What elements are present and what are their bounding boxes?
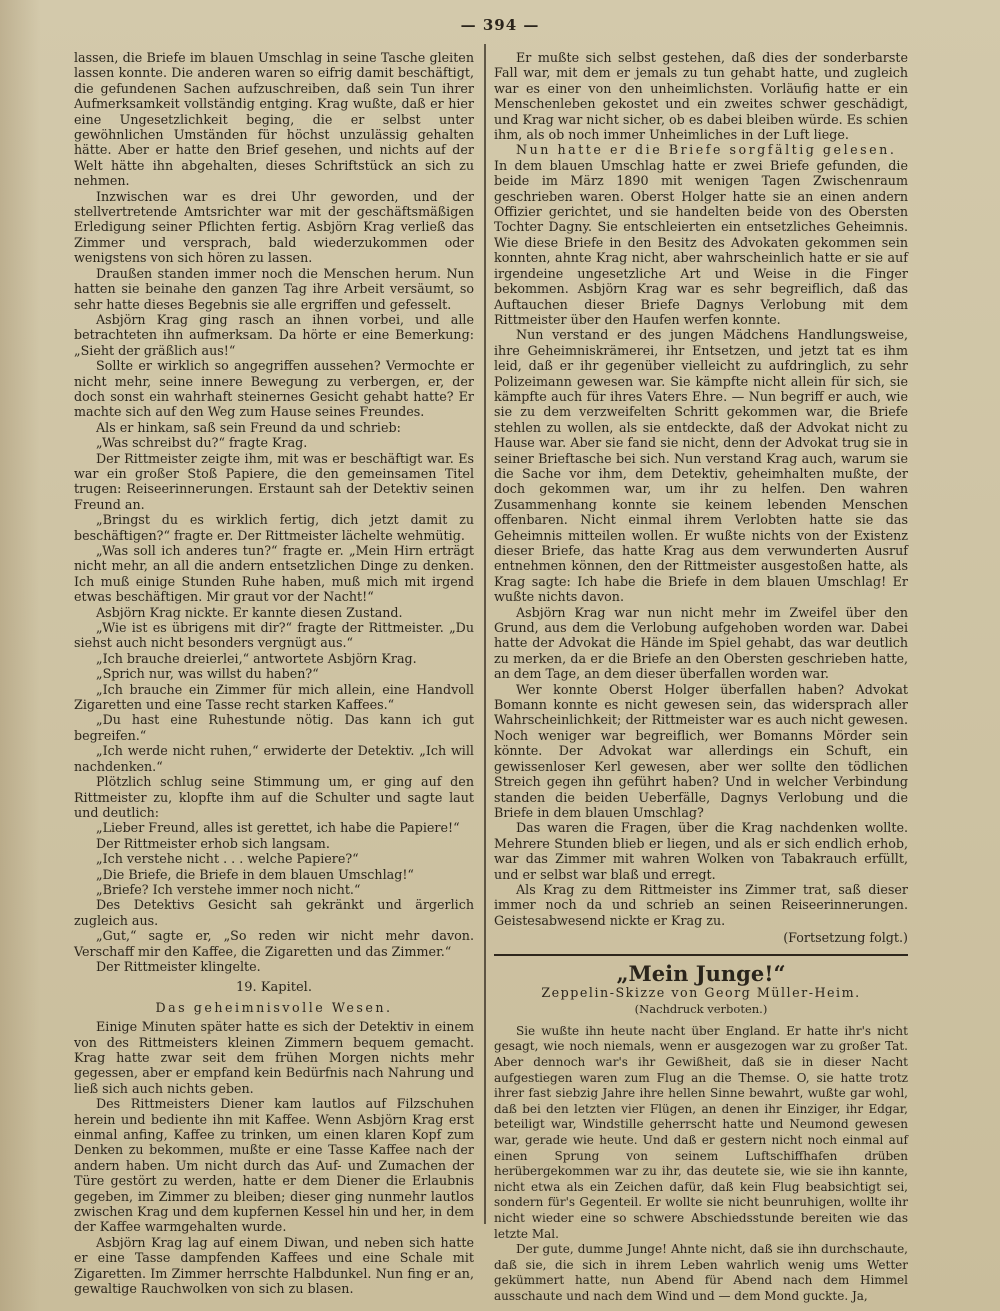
- paragraph: „Bringst du es wirklich fertig, dich jetzt damit zu beschäftigen?“ fragte er. Der Rittmeister lächelte wehmütig.: [74, 512, 474, 543]
- paragraph: Als er hinkam, saß sein Freund da und schrieb:: [96, 419, 401, 435]
- paragraph: Sollte er wirklich so angegriffen aussehen? Vermochte er nicht mehr, seine innere Bewegung zu verbergen, er, der doch sonst ein wahrhaft steinernes Gesicht gehabt hatte? Er machte sich auf den Weg zum Hause seines Freundes.: [74, 358, 474, 420]
- paragraph: Sie wußte ihn heute nacht über England. Er hatte ihr's nicht gesagt, wie noch niemals, wenn er ausgezogen war zu großer Tat. Aber dennoch war's ihr Gewißheit, daß sie in dieser Nacht aufgestiegen waren zum Flug an die Themse. O, sie hatte trotz ihrer fast siebzig Jahre ihre hellen Sinne bewahrt, wußte gar wohl, daß bei den letzten vier Flügen, an denen ihr Einziger, ihr Edgar, beteiligt war, Windstille geherrscht hatte und Neumond gewesen war, gerade wie heute. Und daß er gestern nicht noch einmal auf einen Sprung von seinem Luftschiffhafen drüben herübergekommen war zu ihr, das deutete sie, wie sie ihn kannte, nicht etwa als ein Zeichen dafür, daß kein Flug beabsichtigt sei, sondern für's Gegenteil. Er wollte sie nicht beunruhigen, wollte ihr nicht wieder eine so schwere Abschiedsstunde bereiten wie das letzte Mal.: [494, 1023, 908, 1241]
- paragraph: Asbjörn Krag nickte. Er kannte diesen Zustand.: [96, 604, 403, 620]
- paragraph: „Ich brauche ein Zimmer für mich allein, eine Handvoll Zigaretten und eine Tasse recht starken Kaffees.“: [74, 681, 474, 713]
- chapter-number: 19. Kapitel.: [236, 980, 312, 996]
- paragraph: „Was soll ich anderes tun?“ fragte er. „Mein Hirn erträgt nicht mehr, an all die andern entsetzlichen Dinge zu denken. Ich muß einige Stunden Ruhe haben, muß mich mit irgend etwas beschäftigen. Mir graut vor der Nacht!“: [74, 543, 474, 605]
- paragraph: Inzwischen war es drei Uhr geworden, und der stellvertretende Amtsrichter war mit der geschäftsmäßigen Erledigung seiner Pflichten fertig. Asbjörn Krag verließ das Zimmer und versprach, bald wiederzukommen oder wenigstens von sich hören zu lassen.: [74, 188, 474, 266]
- right-column: [494, 50, 908, 1303]
- paragraph: Nun verstand er des jungen Mädchens Handlungsweise, ihre Geheimniskrämerei, ihr Entsetzen, und jetzt tat es ihm leid, daß er ihr gegenüber vielleicht zu aufdringlich, zu sehr Polizeimann gewesen war. Sie kämpfte nicht allein für sich, sie kämpfte auch für ihres Vaters Ehre. — Nun begriff er auch, wie sie zu dem verzweifelten Schritt gekommen war, die Briefe stehlen zu wollen, als sie entdeckte, daß der Advokat nicht zu Hause war. Aber sie fand sie nicht, denn der Advokat trug sie in seiner Brieftasche bei sich. Nun verstand Krag auch, warum sie die Sache vor ihm, dem Detektiv, geheimhalten mußte, der doch gekommen war, um ihr zu helfen. Den wahren Zusammenhang konnte sie keinem lebenden Menschen offenbaren. Nicht einmal ihrem Verlobten hatte sie das Geheimnis mitteilen wollen. Er wußte nichts von der Existenz dieser Briefe, das hatte Krag aus dem verwunderten Ausruf entnehmen können, den der Rittmeister ausgestoßen hatte, als Krag sagte: Ich habe die Briefe in dem blauen Umschlag! Er wußte nichts davon.: [494, 327, 908, 605]
- paragraph: „Was schreibst du?“ fragte Krag.: [96, 435, 308, 451]
- paragraph: In dem blauen Umschlag hatte er zwei Briefe gefunden, die beide im März 1890 mit wenigen Tagen Zwischenraum geschrieben waren. Oberst Holger hatte sie an einen andern Offizier gerichtet, und sie handelten beide von des Obersten Tochter Dagny. Sie entschleierten ein entsetzliches Geheimnis. Wie diese Briefe in den Besitz des Advokaten gekommen sein konnten, ahnte Krag nicht, aber wahrscheinlich hatte er sie auf irgendeine ungesetzliche Art und Weise in die Finger bekommen. Asbjörn Krag war es sehr begreiflich, daß das Auftauchen dieser Briefe Dagnys Verlobung mit dem Rittmeister über den Haufen werfen konnte.: [494, 157, 908, 327]
- paragraph: Der Rittmeister klingelte.: [96, 958, 261, 974]
- emphasized-sentence: Nun hatte er die Briefe sorgfältig gelesen.: [516, 142, 897, 158]
- paragraph: „Die Briefe, die Briefe in dem blauen Umschlag!“: [96, 866, 414, 882]
- paragraph: Der Rittmeister zeigte ihm, mit was er beschäftigt war. Es war ein großer Stoß Papiere, die den gemeinsamen Titel trugen: Reiseerinnerungen. Erstaunt sah der Detektiv seinen Freund an.: [74, 450, 474, 512]
- paragraph: Wer konnte Oberst Holger überfallen haben? Advokat Bomann konnte es nicht gewesen sein, das widersprach aller Wahrscheinlichkeit; der Rittmeister war es auch nicht gewesen. Noch weniger war begreiflich, wer Bomanns Mörder sein könnte. Der Advokat war allerdings ein Schuft, ein gewissenloser Kerl gewesen, aber wer sollte den tödlichen Streich gegen ihn geführt haben? Und in welcher Verbindung standen die beiden Ueberfälle, Dagnys Verlobung und die Briefe in dem blauen Umschlag?: [494, 681, 908, 820]
- page-edge-shading: [0, 0, 40, 1311]
- paragraph: „Gut,“ sagte er, „So reden wir nicht mehr davon. Verschaff mir den Kaffee, die Zigaretten und das Zimmer.“: [74, 928, 474, 959]
- paragraph: Einige Minuten später hatte es sich der Detektiv in einem von des Rittmeisters kleinen Zimmern bequem gemacht. Krag hatte zwar seit dem frühen Morgen nichts mehr gegessen, aber er empfand kein Bedürfnis nach Nahrung und ließ sich auch nichts geben.: [74, 1019, 474, 1096]
- paragraph: Des Detektivs Gesicht sah gekränkt und ärgerlich zugleich aus.: [74, 897, 474, 928]
- section-divider: [494, 954, 908, 956]
- story-byline: Zeppelin-Skizze von Georg Müller-Heim.: [541, 984, 861, 1000]
- paragraph: „Briefe? Ich verstehe immer noch nicht.“: [96, 881, 361, 897]
- story-title: „Mein Junge!“: [616, 960, 786, 986]
- paragraph: Als Krag zu dem Rittmeister ins Zimmer trat, saß dieser immer noch da und schrieb an seinen Reiseerinnerungen. Geistesabwesend nickte er Krag zu.: [494, 881, 908, 928]
- continuation-note: (Fortsetzung folgt.): [783, 930, 908, 946]
- left-column: [74, 50, 474, 1297]
- paragraph: Das waren die Fragen, über die Krag nachdenken wollte. Mehrere Stunden blieb er liegen, und als er sich endlich erhob, war das Zimmer mit wahren Wolken von Tabakrauch erfüllt, und er selbst war blaß und erregt.: [494, 820, 908, 882]
- paragraph: „Sprich nur, was willst du haben?“: [96, 666, 319, 682]
- paragraph: lassen, die Briefe im blauen Umschlag in seine Tasche gleiten lassen konnte. Die anderen waren so eifrig damit beschäftigt, die gefundenen Sachen aufzuschreiben, daß sein Tun ihrer Aufmerksamkeit vollständig entging. Krag wußte, daß er hier eine Ungesetzlichkeit beging, die er selbst unter gewöhnlichen Umständen für höchst unzulässig gehalten hätte. Aber er hatte den Brief gesehen, und nichts auf der Welt hätte ihn abgehalten, dieses Schriftstück an sich zu nehmen.: [74, 50, 474, 189]
- paragraph: „Wie ist es übrigens mit dir?“ fragte der Rittmeister. „Du siehst auch nicht besonders vergnügt aus.“: [74, 620, 474, 651]
- paragraph: Der gute, dumme Junge! Ahnte nicht, daß sie ihn durchschaute, daß sie, die sich in ihrem Leben wahrlich wenig ums Wetter gekümmert hatte, nun Abend für Abend nach dem Himmel ausschaute und nach dem Wind und — dem Mond guckte. Ja,: [494, 1242, 908, 1303]
- paragraph: „Du hast eine Ruhestunde nötig. Das kann ich gut begreifen.“: [74, 712, 474, 743]
- paragraph: Der Rittmeister erhob sich langsam.: [96, 835, 330, 851]
- paragraph: Asbjörn Krag war nun nicht mehr im Zweifel über den Grund, aus dem die Verlobung aufgehoben worden war. Dabei hatte der Advokat die Hände im Spiel gehabt, das war deutlich zu merken, da er die Briefe an den Obersten geschrieben hatte, an dem Tage, an dem dieser überfallen worden war.: [494, 604, 908, 682]
- reprint-notice: (Nachdruck verboten.): [634, 1002, 768, 1017]
- paragraph: Draußen standen immer noch die Menschen herum. Nun hatten sie beinahe den ganzen Tag ihre Arbeit versäumt, so sehr hatte dieses Begebnis sie alle ergriffen und gefesselt.: [74, 265, 474, 312]
- paragraph: Plötzlich schlug seine Stimmung um, er ging auf den Rittmeister zu, klopfte ihm auf die Schulter und sagte laut und deutlich:: [74, 774, 474, 820]
- chapter-title: Das geheimnisvolle Wesen.: [155, 999, 393, 1015]
- paragraph: „Ich brauche dreierlei,“ antwortete Asbjörn Krag.: [96, 650, 417, 666]
- paragraph: „Lieber Freund, alles ist gerettet, ich habe die Papiere!“: [96, 820, 460, 836]
- paragraph: Des Rittmeisters Diener kam lautlos auf Filzschuhen herein und bediente ihn mit Kaffee. Wenn Asbjörn Krag erst einmal anfing, Kaffee zu trinken, um einen klaren Kopf zum Denken zu bekommen, mußte er eine Tasse Kaffee nach der andern haben. Um nicht durch das Auf- und Zumachen der Türe gestört zu werden, hatte er dem Diener die Erlaubnis gegeben, im Zimmer zu bleiben; dieser ging nunmehr lautlos zwischen Krag und dem kupfernen Kessel hin und her, in dem der Kaffee warmgehalten wurde.: [74, 1096, 474, 1235]
- paragraph: Asbjörn Krag ging rasch an ihnen vorbei, und alle betrachteten ihn aufmerksam. Da hörte er eine Bemerkung: „Sieht der gräßlich aus!“: [74, 311, 474, 358]
- page-number: — 394 —: [460, 16, 540, 34]
- column-divider: [484, 44, 486, 1224]
- paragraph: „Ich verstehe nicht . . . welche Papiere?“: [96, 851, 359, 867]
- paragraph: Asbjörn Krag lag auf einem Diwan, und neben sich hatte er eine Tasse dampfenden Kaffees und eine Schale mit Zigaretten. Im Zimmer herrschte Halbdunkel. Nun fing er an, gewaltige Rauchwolken von sich zu blasen.: [74, 1234, 474, 1297]
- paragraph: „Ich werde nicht ruhen,“ erwiderte der Detektiv. „Ich will nachdenken.“: [74, 743, 474, 774]
- paragraph: Er mußte sich selbst gestehen, daß dies der sonderbarste Fall war, mit dem er jemals zu tun gehabt hatte, und zugleich war es einer von den unheimlichsten. Vorläufig hatte er ein Menschenleben gekostet und ein zweites schwer geschädigt, und Krag war nicht sicher, ob es dabei bleiben würde. Es schien ihm, als ob noch immer Unheimliches in der Luft liege.: [494, 50, 908, 143]
